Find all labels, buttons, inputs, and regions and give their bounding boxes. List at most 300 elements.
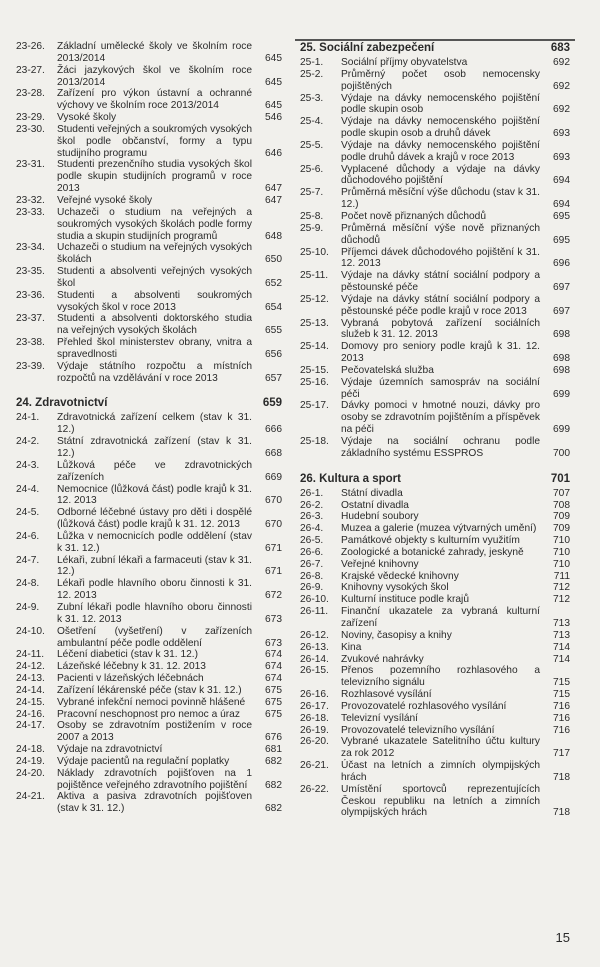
entry-title: Příjemci dávek důchodového pojištění k 31. 12. 2013	[341, 246, 540, 270]
entry-title: Léčení diabetici (stav k 31. 12.)	[57, 649, 199, 661]
section-title: 26. Kultura a sport	[300, 472, 401, 485]
entry-title: Sociální příjmy obyvatelstva	[341, 57, 468, 68]
entry-body	[57, 697, 282, 709]
entry-body	[57, 578, 282, 602]
entry-body	[57, 661, 282, 673]
entry-title: Základní umělecké školy ve školním roce 2013/2014	[57, 41, 252, 64]
toc-entry	[16, 337, 282, 361]
entry-title: Studenti prezenčního studia vysokých škol podle skupin studijních programů v roce 2013	[57, 159, 252, 195]
entry-body	[341, 642, 570, 654]
entry-number: 24-13.	[16, 673, 45, 685]
toc-entry	[300, 436, 570, 460]
entry-body	[341, 784, 570, 820]
entry-number: 23-32.	[16, 194, 45, 206]
toc-entry	[300, 318, 570, 342]
entry-page: 672	[265, 590, 282, 602]
entry-title: Pacienti v lázeňských léčebnách	[57, 673, 204, 685]
entry-number: 23-28.	[16, 88, 45, 100]
toc-entry	[16, 791, 282, 815]
toc-entry	[16, 507, 282, 531]
entry-title: Lékaři podle hlavního oboru činnosti k 31. 12. 2013	[57, 578, 252, 602]
entry-page: 681	[265, 744, 282, 756]
entry-title: Lázeňské léčebny k 31. 12. 2013	[57, 661, 206, 673]
toc-entry	[16, 661, 282, 673]
toc-entry	[300, 523, 570, 535]
entry-page: 674	[265, 661, 282, 673]
entry-number: 24-11.	[16, 649, 45, 661]
entry-number: 25-18.	[300, 436, 329, 447]
entry-title: Lůžková péče ve zdravotnických zařízeních	[57, 459, 252, 483]
entry-number: 26-12.	[300, 629, 329, 641]
entry-title: Zařízení lékárenské péče (stav k 31. 12.)	[57, 684, 242, 696]
entry-page: 710	[553, 535, 570, 547]
entry-body	[57, 112, 282, 124]
entry-title: Zařízení pro výkon ústavní a ochranné výchovy ve školním roce 2013/2014	[57, 88, 252, 112]
toc-entry	[300, 365, 570, 377]
entry-title: Provozovatelé rozhlasového vysílání	[341, 700, 507, 712]
toc-entry	[300, 164, 570, 188]
entry-page: 699	[553, 424, 570, 436]
entry-number: 25-9.	[300, 222, 324, 234]
entry-body	[341, 211, 570, 223]
entry-number: 24-9.	[16, 601, 40, 613]
entry-page: 682	[265, 755, 282, 767]
entry-body	[341, 270, 570, 294]
entry-number: 25-15.	[300, 364, 329, 376]
section-heading-culture	[300, 472, 570, 486]
entry-body	[57, 242, 282, 266]
entry-page: 671	[265, 542, 282, 554]
entry-number: 26-7.	[300, 558, 324, 570]
entry-title: Nemocnice (lůžková část) podle krajů k 31. 12. 2013	[57, 483, 252, 507]
entry-number: 26-14.	[300, 653, 329, 665]
entry-title: Výdaje státního rozpočtu a místních rozpočtů na vzdělávání v roce 2013	[57, 360, 252, 384]
entry-page: 698	[553, 364, 570, 376]
entry-number: 25-16.	[300, 376, 329, 388]
entry-body	[341, 665, 570, 689]
entry-page: 682	[265, 779, 282, 791]
entry-number: 24-15.	[16, 696, 45, 708]
entry-number: 23-35.	[16, 266, 45, 278]
entry-body	[57, 159, 282, 195]
entry-number: 26-3.	[300, 511, 324, 523]
entry-page: 696	[553, 258, 570, 270]
entry-number: 23-29.	[16, 112, 45, 124]
entry-body	[57, 412, 282, 436]
entry-number: 26-13.	[300, 641, 329, 653]
entry-page: 712	[553, 582, 570, 594]
entry-title: Kulturní instituce podle krajů	[341, 594, 469, 606]
entry-title: Zubní lékaři podle hlavního oboru činnosti k 31. 12. 2013	[57, 601, 252, 625]
entry-page: 708	[553, 499, 570, 511]
entry-body	[341, 500, 570, 512]
entry-title: Památkové objekty s kulturním využitím	[341, 535, 520, 547]
entry-page: 645	[265, 76, 282, 88]
entry-title: Lékaři, zubní lékaři a farmaceuti (stav k 31. 12.)	[57, 554, 252, 578]
entry-body	[57, 207, 282, 243]
entry-body	[341, 93, 570, 117]
entry-number: 26-8.	[300, 570, 324, 582]
entry-body	[57, 673, 282, 685]
entry-page: 647	[265, 183, 282, 195]
toc-entry	[16, 709, 282, 721]
entry-number: 24-18.	[16, 744, 45, 756]
toc-entry	[300, 665, 570, 689]
entry-number: 24-19.	[16, 755, 45, 767]
entry-body	[341, 436, 570, 460]
toc-entry	[16, 88, 282, 112]
entry-title: Finanční ukazatele za vybraná kulturní zařízení	[341, 606, 540, 629]
entry-body	[57, 65, 282, 89]
entry-number: 25-8.	[300, 210, 324, 222]
entry-number: 26-19.	[300, 724, 329, 736]
toc-entry	[16, 697, 282, 709]
entry-page: 652	[265, 277, 282, 289]
entry-page: 692	[553, 57, 570, 68]
entry-page: 716	[553, 724, 570, 736]
entry-title: Průměrná měsíční výše nově přiznaných důchodů	[341, 222, 540, 246]
entry-body	[341, 535, 570, 547]
entry-number: 23-38.	[16, 337, 45, 349]
toc-entry	[16, 578, 282, 602]
entry-page: 716	[553, 700, 570, 712]
entry-body	[341, 571, 570, 583]
entry-title: Veřejné vysoké školy	[57, 194, 153, 206]
entry-title: Účast na letních a zimních olympijských hrách	[341, 760, 540, 783]
entry-page: 707	[553, 487, 570, 499]
entry-body	[57, 41, 282, 65]
toc-entry	[300, 69, 570, 93]
toc-entry	[300, 594, 570, 606]
entry-page: 711	[553, 570, 570, 582]
entry-number: 25-2.	[300, 68, 324, 80]
entry-title: Zoologické a botanické zahrady, jeskyně	[341, 546, 524, 558]
entry-body	[341, 318, 570, 342]
entry-number: 23-26.	[16, 41, 45, 52]
entry-body	[341, 713, 570, 725]
section-page: 659	[262, 397, 282, 410]
entry-page: 673	[265, 613, 282, 625]
entry-title: Studenti a absolventi doktorského studia na veřejných vysokých školách	[57, 313, 252, 337]
entry-number: 24-8.	[16, 578, 40, 590]
toc-entry	[16, 602, 282, 626]
entry-page: 697	[553, 305, 570, 317]
entry-number: 25-7.	[300, 187, 324, 199]
entry-body	[341, 488, 570, 500]
entry-page: 692	[553, 80, 570, 92]
toc-entry	[300, 57, 570, 69]
toc-entry	[300, 341, 570, 365]
entry-body	[341, 140, 570, 164]
entry-number: 26-17.	[300, 700, 329, 712]
entry-body	[57, 768, 282, 792]
toc-entry	[16, 649, 282, 661]
toc-entry	[16, 112, 282, 124]
entry-body	[57, 744, 282, 756]
entry-page: 673	[265, 637, 282, 649]
right-column	[300, 41, 570, 819]
entry-title: Žáci jazykových škol ve školním roce 2013/2014	[57, 64, 252, 88]
entry-title: Náklady zdravotních pojišťoven na 1 pojištěnce veřejného zdravotního pojištění	[57, 767, 252, 791]
entry-page: 670	[265, 519, 282, 531]
toc-entry	[16, 460, 282, 484]
toc-entry	[300, 725, 570, 737]
toc-entry	[300, 377, 570, 401]
toc-entry	[16, 756, 282, 768]
entry-title: Výdaje na zdravotnictví	[57, 744, 163, 756]
entry-body	[57, 436, 282, 460]
entry-number: 24-14.	[16, 684, 45, 696]
toc-entry	[300, 294, 570, 318]
toc-entry	[300, 689, 570, 701]
toc-entry	[16, 484, 282, 508]
entry-body	[57, 484, 282, 508]
entry-body	[341, 547, 570, 559]
toc-entry	[300, 760, 570, 784]
entry-title: Studenti a absolventi veřejných vysokých škol	[57, 266, 252, 289]
left-column	[16, 41, 282, 815]
entry-body	[57, 685, 282, 697]
entry-title: Veřejné knihovny	[341, 558, 419, 570]
entry-number: 24-16.	[16, 708, 45, 720]
entry-number: 26-20.	[300, 736, 329, 748]
entry-title: Výdaje na sociální ochranu podle základního systému ESSPROS	[341, 436, 540, 459]
toc-entry	[300, 535, 570, 547]
entry-body	[57, 88, 282, 112]
entry-title: Počet nově přiznaných důchodů	[341, 210, 486, 222]
entry-page: 675	[265, 708, 282, 720]
entry-title: Zvukové nahrávky	[341, 653, 424, 665]
entry-number: 26-18.	[300, 712, 329, 724]
entry-title: Noviny, časopisy a knihy	[341, 629, 452, 641]
entry-title: Knihovny vysokých škol	[341, 582, 449, 594]
entry-page: 670	[265, 495, 282, 507]
toc-entry	[300, 606, 570, 630]
entry-body	[341, 187, 570, 211]
entry-body	[57, 266, 282, 290]
entry-page: 694	[553, 175, 570, 187]
entry-page: 674	[265, 649, 282, 661]
toc-entry	[16, 720, 282, 744]
entry-body	[341, 760, 570, 784]
entry-number: 24-10.	[16, 625, 45, 637]
entry-page: 699	[553, 388, 570, 400]
entry-body	[341, 365, 570, 377]
entry-page: 671	[265, 566, 282, 578]
entry-body	[57, 124, 282, 160]
entry-number: 26-15.	[300, 665, 329, 677]
toc-entry	[300, 642, 570, 654]
entry-title: Přenos pozemního rozhlasového a televizního signálu	[341, 665, 540, 689]
toc-entry	[16, 65, 282, 89]
toc-entry	[16, 242, 282, 266]
entry-page: 645	[265, 52, 282, 64]
entry-title: Průměrná měsíční výše důchodu (stav k 31. 12.)	[341, 187, 540, 211]
entry-title: Vysoké školy	[57, 112, 117, 124]
entry-body	[57, 720, 282, 744]
entry-body	[57, 337, 282, 361]
entry-number: 23-27.	[16, 64, 45, 76]
entry-page: 713	[553, 629, 570, 641]
entry-page: 716	[553, 712, 570, 724]
entry-number: 24-17.	[16, 720, 45, 732]
entry-title: Aktiva a pasiva zdravotních pojišťoven (stav k 31. 12.)	[57, 791, 252, 815]
toc-entry	[300, 247, 570, 271]
entry-body	[341, 725, 570, 737]
entry-number: 25-13.	[300, 317, 329, 329]
entry-body	[341, 654, 570, 666]
entry-page: 717	[553, 748, 570, 760]
entry-number: 23-31.	[16, 159, 45, 171]
entry-title: Odborné léčebné ústavy pro děti i dospělé (lůžková část) podle krajů k 31. 12. 2013	[57, 507, 252, 531]
entry-number: 26-5.	[300, 535, 324, 547]
entry-title: Výdaje na dávky státní sociální podpory a pěstounské péče podle krajů v roce 2013	[341, 293, 540, 317]
entry-page: 654	[265, 301, 282, 313]
entry-number: 25-1.	[300, 57, 324, 68]
entry-number: 25-11.	[300, 270, 329, 282]
entry-body	[341, 511, 570, 523]
toc-entry	[16, 436, 282, 460]
section-heading-social	[300, 41, 570, 55]
entry-title: Vyplacené důchody a výdaje na dávky důchodového pojištění	[341, 163, 540, 187]
entry-body	[341, 341, 570, 365]
entry-page: 718	[553, 807, 570, 819]
entry-page: 657	[265, 372, 282, 384]
toc-entry	[16, 685, 282, 697]
entry-title: Osoby se zdravotním postižením v roce 2007 a 2013	[57, 720, 252, 744]
toc-entry	[300, 736, 570, 760]
entry-title: Muzea a galerie (muzea výtvarných umění)	[341, 523, 537, 535]
entry-body	[341, 594, 570, 606]
toc-entry	[300, 701, 570, 713]
toc-entry	[300, 187, 570, 211]
toc-entry	[16, 768, 282, 792]
toc-entry	[300, 784, 570, 820]
toc-entry	[16, 159, 282, 195]
entry-body	[57, 290, 282, 314]
entry-title: Provozovatelé televizního vysílání	[341, 724, 495, 736]
toc-entry	[300, 500, 570, 512]
entry-page: 546	[265, 112, 282, 124]
entry-title: Výdaje na dávky nemocenského pojištění podle druhů dávek a krajů v roce 2013	[341, 139, 540, 163]
toc-entry	[16, 207, 282, 243]
entry-number: 23-36.	[16, 289, 45, 301]
entry-title: Průměrný počet osob nemocensky pojištěných	[341, 68, 540, 92]
toc-entry	[300, 582, 570, 594]
toc-entry	[300, 654, 570, 666]
entry-page: 714	[553, 641, 570, 653]
toc-entry	[300, 488, 570, 500]
entry-page: 695	[553, 234, 570, 246]
entry-page: 647	[265, 194, 282, 206]
toc-entry	[300, 571, 570, 583]
entry-page: 682	[265, 803, 282, 815]
entry-page: 668	[265, 448, 282, 459]
entry-number: 26-6.	[300, 546, 324, 558]
entry-body	[341, 559, 570, 571]
toc-entry	[300, 630, 570, 642]
entry-page: 675	[265, 696, 282, 708]
entry-page: 694	[553, 199, 570, 211]
entry-body	[57, 626, 282, 650]
entry-number: 25-3.	[300, 92, 324, 104]
section-page: 683	[550, 42, 570, 54]
entry-number: 25-6.	[300, 163, 324, 175]
toc-entry	[16, 555, 282, 579]
entry-page: 700	[553, 447, 570, 459]
toc-entry	[16, 626, 282, 650]
entry-page: 646	[265, 147, 282, 159]
entry-title: Ostatní divadla	[341, 499, 409, 511]
entry-title: Televizní vysílání	[341, 712, 419, 724]
entry-title: Dávky pomoci v hmotné nouzi, dávky pro osoby se zdravotním pojištěním a příspěvek na péči	[341, 400, 540, 436]
entry-number: 24-7.	[16, 554, 40, 566]
toc-entry	[300, 93, 570, 117]
toc-entry	[300, 270, 570, 294]
toc-entry	[16, 41, 282, 65]
entry-body	[341, 377, 570, 401]
entry-body	[57, 460, 282, 484]
entry-title: Uchazeči o studium na veřejných vysokých školách	[57, 242, 252, 266]
entry-body	[57, 602, 282, 626]
toc-entry	[16, 744, 282, 756]
entry-title: Rozhlasové vysílání	[341, 689, 432, 701]
entry-body	[57, 756, 282, 768]
entry-body	[341, 57, 570, 69]
entry-body	[57, 507, 282, 531]
section-page: 701	[550, 472, 570, 485]
entry-page: 697	[553, 282, 570, 294]
entry-page: 710	[553, 558, 570, 570]
entry-body	[57, 649, 282, 661]
entry-title: Studenti a absolventi soukromých vysokých škol v roce 2013	[57, 289, 252, 313]
entry-page: 714	[553, 653, 570, 665]
health-entries	[16, 412, 282, 815]
entry-page: 656	[265, 348, 282, 360]
entry-body	[341, 223, 570, 247]
toc-entry	[16, 290, 282, 314]
entry-title: Státní zdravotnická zařízení (stav k 31. 12.)	[57, 436, 252, 459]
entry-title: Vybraná pobytová zařízení sociálních služeb k 31. 12. 2013	[341, 317, 540, 341]
entry-number: 25-5.	[300, 139, 324, 151]
entry-title: Vybrané infekční nemoci povinně hlášené	[57, 696, 246, 708]
entry-title: Pečovatelská služba	[341, 364, 434, 376]
entry-number: 25-14.	[300, 341, 329, 353]
entry-number: 23-37.	[16, 313, 45, 325]
culture-entries	[300, 488, 570, 820]
entry-number: 23-34.	[16, 242, 45, 254]
entry-body	[57, 361, 282, 385]
entry-number: 23-30.	[16, 123, 45, 135]
toc-entry	[16, 361, 282, 385]
entry-number: 26-22.	[300, 783, 329, 795]
entry-body	[57, 791, 282, 815]
education-entries	[16, 41, 282, 384]
toc-entry	[16, 266, 282, 290]
entry-number: 24-2.	[16, 436, 40, 448]
entry-title: Lůžka v nemocnicích podle oddělení (stav k 31. 12.)	[57, 530, 252, 554]
toc-entry	[16, 673, 282, 685]
entry-title: Zdravotnická zařízení celkem (stav k 31. 12.)	[57, 412, 252, 436]
entry-body	[341, 701, 570, 713]
entry-page: 709	[553, 511, 570, 523]
entry-page: 698	[553, 329, 570, 341]
entry-number: 26-21.	[300, 760, 329, 772]
entry-title: Studenti veřejných a soukromých vysokých škol podle občanství, formy a typu studijního programu	[57, 123, 252, 159]
entry-number: 24-6.	[16, 530, 40, 542]
entry-page: 695	[553, 210, 570, 222]
entry-number: 25-4.	[300, 116, 324, 128]
